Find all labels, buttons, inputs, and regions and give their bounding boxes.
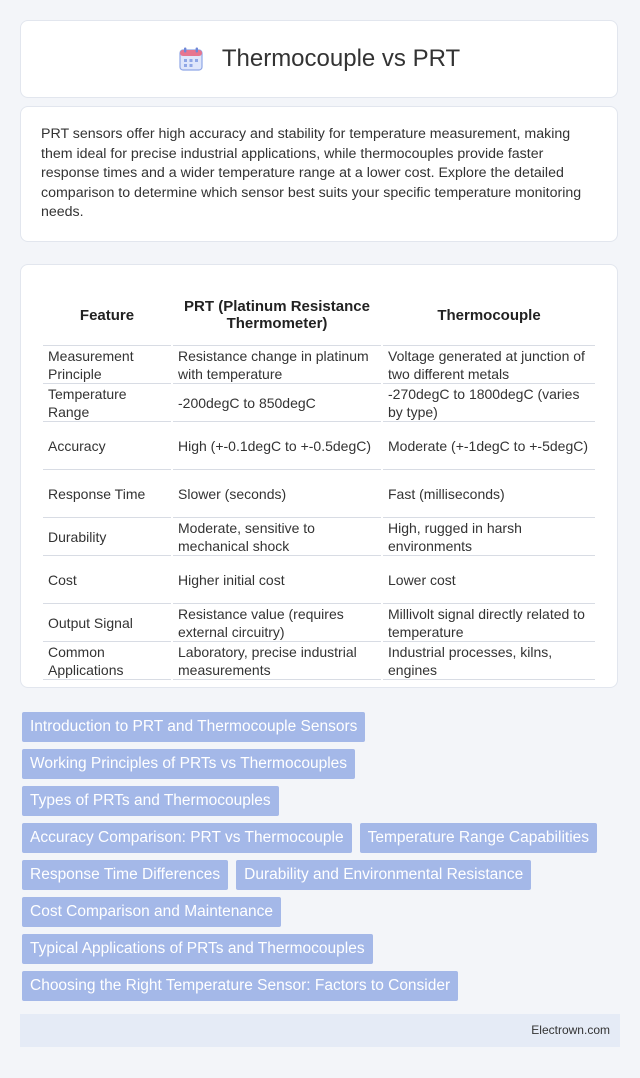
row-prt: Moderate, sensitive to mechanical shock: [173, 518, 381, 556]
topic-tag[interactable]: Cost Comparison and Maintenance: [22, 897, 281, 927]
row-feature: Output Signal: [43, 604, 171, 642]
row-prt: High (+-0.1degC to +-0.5degC): [173, 422, 381, 470]
row-thermocouple: High, rugged in harsh environments: [383, 518, 595, 556]
row-feature: Durability: [43, 518, 171, 556]
footer-site-link[interactable]: Electrown.com: [531, 1023, 610, 1037]
topic-tag[interactable]: Working Principles of PRTs vs Thermocouples: [22, 749, 355, 779]
row-feature: Measurement Principle: [43, 346, 171, 384]
topic-tag[interactable]: Durability and Environmental Resistance: [236, 860, 531, 890]
tag-row: [22, 749, 622, 779]
comparison-table: [41, 285, 597, 680]
tag-row: [22, 971, 622, 1001]
row-prt: Higher initial cost: [173, 556, 381, 604]
title-row: [178, 45, 460, 73]
row-prt: Resistance change in platinum with temperature: [173, 346, 381, 384]
row-feature: Cost: [43, 556, 171, 604]
topic-tag[interactable]: Temperature Range Capabilities: [360, 823, 597, 853]
table-row: [43, 422, 595, 470]
topic-tag[interactable]: Types of PRTs and Thermocouples: [22, 786, 279, 816]
topic-tag[interactable]: Typical Applications of PRTs and Thermocouples: [22, 934, 373, 964]
topic-tags: [22, 712, 622, 1008]
row-prt: -200degC to 850degC: [173, 384, 381, 422]
row-prt: Laboratory, precise industrial measurements: [173, 642, 381, 680]
tag-row: [22, 934, 622, 964]
tag-row: [22, 786, 622, 816]
topic-tag[interactable]: Choosing the Right Temperature Sensor: Factors to Consider: [22, 971, 458, 1001]
tag-row: [22, 823, 622, 853]
table-row: [43, 642, 595, 680]
row-thermocouple: -270degC to 1800degC (varies by type): [383, 384, 595, 422]
row-prt: Resistance value (requires external circuitry): [173, 604, 381, 642]
table-row: [43, 346, 595, 384]
intro-card: [20, 106, 618, 242]
tag-row: [22, 860, 622, 890]
table-card: [20, 264, 618, 688]
row-feature: Temperature Range: [43, 384, 171, 422]
footer: [20, 1014, 620, 1047]
table-row: [43, 470, 595, 518]
row-feature: Response Time: [43, 470, 171, 518]
table-row: [43, 604, 595, 642]
row-thermocouple: Fast (milliseconds): [383, 470, 595, 518]
intro-text: PRT sensors offer high accuracy and stability for temperature measurement, making them ideal for precise industrial applications, while thermocouples provide faster response times and a wider temperature range at a lower cost. Explore the detailed comparison to determine which sensor best suits your specific temperature monitoring needs.: [41, 126, 582, 221]
header-prt: PRT (Platinum Resistance Thermometer): [173, 285, 381, 346]
row-thermocouple: Voltage generated at junction of two different metals: [383, 346, 595, 384]
topic-tag[interactable]: Response Time Differences: [22, 860, 228, 890]
tag-row: [22, 897, 622, 927]
table-row: [43, 384, 595, 422]
row-thermocouple: Millivolt signal directly related to temperature: [383, 604, 595, 642]
row-prt: Slower (seconds): [173, 470, 381, 518]
topic-tag[interactable]: Introduction to PRT and Thermocouple Sensors: [22, 712, 365, 742]
topic-tag[interactable]: Accuracy Comparison: PRT vs Thermocouple: [22, 823, 352, 853]
row-thermocouple: Moderate (+-1degC to +-5degC): [383, 422, 595, 470]
table-header-row: [43, 285, 595, 346]
header-thermocouple: Thermocouple: [383, 285, 595, 346]
calendar-icon: [178, 46, 204, 72]
row-thermocouple: Industrial processes, kilns, engines: [383, 642, 595, 680]
header-card: [20, 20, 618, 98]
page-title: Thermocouple vs PRT: [221, 45, 461, 72]
row-feature: Common Applications: [43, 642, 171, 680]
header-feature: Feature: [43, 285, 171, 346]
table-row: [43, 518, 595, 556]
row-thermocouple: Lower cost: [383, 556, 595, 604]
tag-row: [22, 712, 622, 742]
table-row: [43, 556, 595, 604]
row-feature: Accuracy: [43, 422, 171, 470]
